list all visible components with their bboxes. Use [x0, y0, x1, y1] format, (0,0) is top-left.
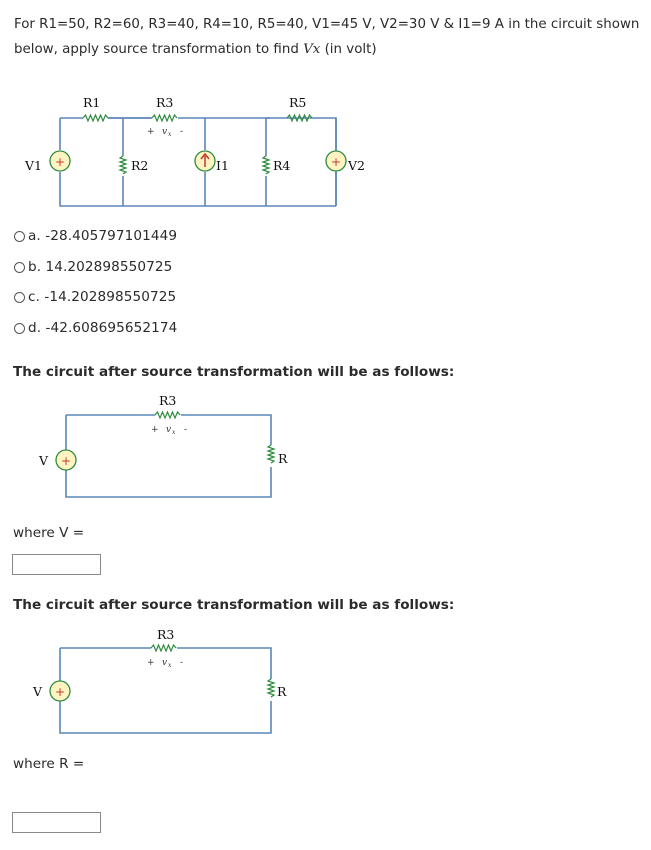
svg-text:-: - [180, 658, 184, 668]
question-variable: Vx [303, 42, 321, 57]
v1-source [50, 151, 70, 171]
option-letter: c. [28, 289, 40, 305]
v-source [56, 450, 76, 470]
v-field-label: where V = [13, 525, 85, 541]
svg-text:-: - [184, 425, 188, 435]
svg-text:+: + [60, 454, 72, 468]
r3-resistor [155, 412, 180, 418]
part2-circuit-diagram [0, 623, 651, 735]
r-resistor [268, 679, 274, 697]
v-source [50, 681, 70, 701]
v2-source [326, 151, 346, 171]
r3-label: R3 [156, 95, 174, 110]
answer-options [14, 228, 177, 350]
option-value: -42.608695652174 [45, 319, 178, 336]
r3-label: R3 [159, 393, 177, 408]
option-d[interactable] [14, 320, 177, 351]
option-value: -14.202898550725 [44, 289, 177, 305]
option-value: -28.405797101449 [45, 228, 178, 244]
radio-icon[interactable] [14, 262, 25, 273]
v2-label: V2 [348, 158, 365, 173]
option-letter: a. [28, 228, 41, 244]
question-text [14, 12, 644, 62]
radio-icon[interactable] [14, 292, 25, 303]
part1-heading: The circuit after source transformation will be as follows: [13, 364, 455, 380]
svg-text:+: + [147, 658, 155, 668]
vx-minus: - [180, 127, 184, 137]
option-letter: d. [28, 319, 42, 336]
r3-label: R3 [157, 627, 175, 642]
option-b[interactable] [14, 259, 177, 290]
svg-text:+: + [151, 425, 159, 435]
v-answer-input[interactable] [12, 554, 101, 575]
v1-label: V1 [25, 158, 42, 173]
svg-text:+: + [54, 685, 66, 699]
i1-source [195, 151, 215, 171]
option-letter: b. [28, 258, 42, 275]
svg-text:+: + [54, 155, 66, 169]
r4-label: R4 [273, 158, 291, 173]
svg-text:+: + [330, 155, 342, 169]
question-suffix: (in volt) [320, 42, 377, 57]
svg-text:x: x [168, 662, 172, 669]
svg-text:v: v [166, 425, 172, 435]
v-label: V [33, 684, 43, 699]
svg-text:x: x [172, 429, 176, 436]
r2-label: R2 [131, 158, 149, 173]
v-label: V [39, 453, 49, 468]
part2-heading: The circuit after source transformation will be as follows: [13, 597, 455, 613]
svg-text:v: v [162, 658, 168, 668]
r-label: R [277, 684, 287, 699]
r5-label: R5 [289, 95, 307, 110]
i1-label: I1 [216, 158, 229, 173]
option-c[interactable] [14, 289, 177, 320]
original-circuit-diagram [0, 88, 651, 218]
r-resistor [268, 445, 274, 463]
vx-sub: x [168, 131, 172, 138]
part1-circuit-diagram [0, 392, 651, 504]
option-value: 14.202898550725 [45, 258, 173, 275]
r1-label: R1 [83, 95, 101, 110]
r-answer-input[interactable] [12, 812, 101, 833]
r-field-label: where R = [13, 756, 85, 772]
radio-icon[interactable] [14, 323, 25, 334]
vx-label: v [162, 127, 168, 137]
vx-plus: + [147, 127, 155, 137]
radio-icon[interactable] [14, 231, 25, 242]
r-label: R [278, 451, 288, 466]
r3-resistor [151, 645, 176, 651]
question-body: For R1=50, R2=60, R3=40, R4=10, R5=40, V1=45 V, V2=30 V & I1=9 A in the circuit shown below, apply source transformation to find [14, 17, 640, 57]
option-a[interactable] [14, 228, 177, 259]
